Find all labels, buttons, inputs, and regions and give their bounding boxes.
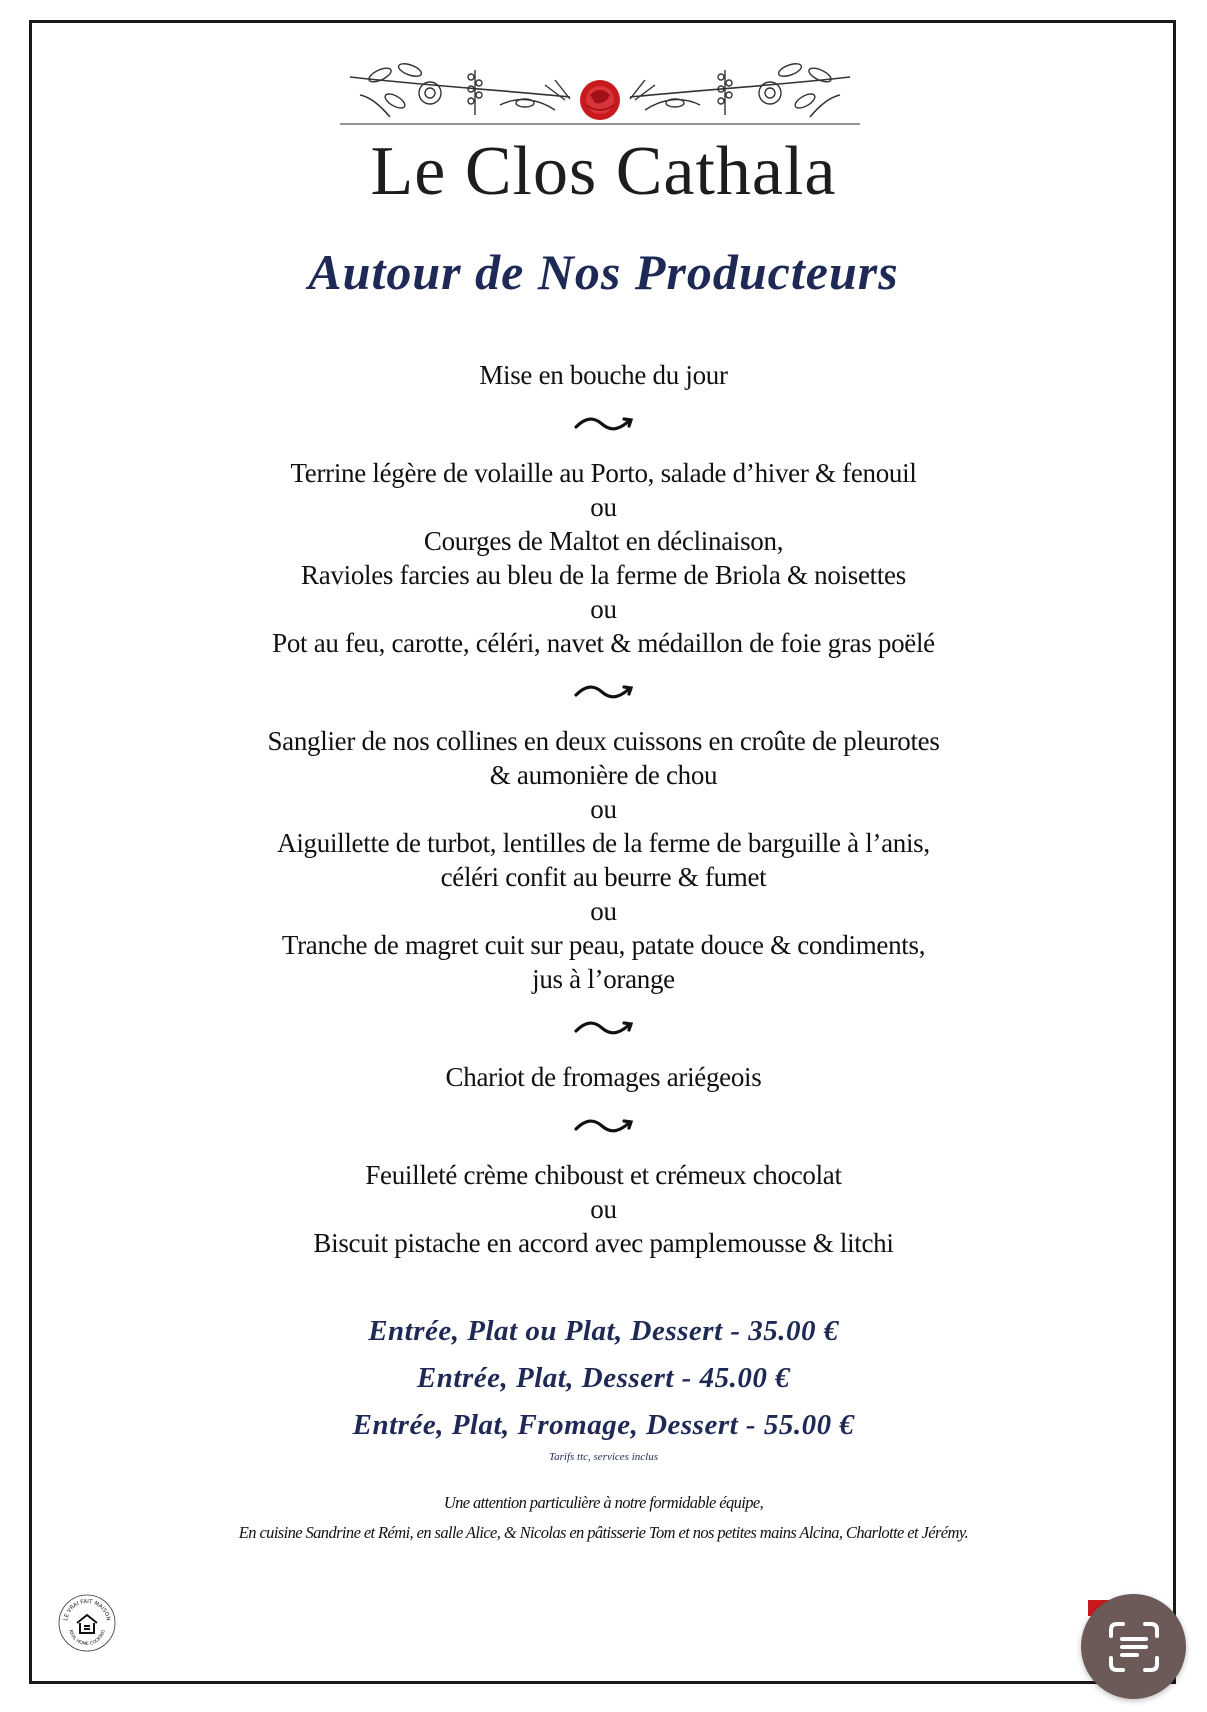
thanks-line: Une attention particulière à notre formidable équipe, <box>443 1493 764 1512</box>
course-mains <box>0 724 1207 996</box>
menu-line: jus à l’orange <box>532 964 675 994</box>
svg-text:LE VRAI FAIT MAISON: LE VRAI FAIT MAISON <box>63 1598 111 1622</box>
swirl-separator-icon <box>0 996 1207 1060</box>
menu-line: ou <box>590 594 617 624</box>
menu-line: ou <box>590 492 617 522</box>
menu-line: Terrine légère de volaille au Porto, salade d’hiver & fenouil <box>290 458 917 488</box>
menu-line: Tranche de magret cuit sur peau, patate douce & condiments, <box>281 930 926 960</box>
price-formula: Entrée, Plat, Dessert - 45.00 € <box>416 1362 791 1394</box>
home-cooking-badge-icon <box>57 1593 117 1653</box>
menu-line: Courges de Maltot en déclinaison, <box>423 526 784 556</box>
course-starters <box>0 456 1207 660</box>
restaurant-name: Le Clos Cathala <box>370 133 837 210</box>
menu-line: ou <box>590 1194 617 1224</box>
team-thanks <box>0 1488 1207 1548</box>
menu-line: céléri confit au beurre & fumet <box>440 862 767 892</box>
svg-text:REAL HOME COOKING: REAL HOME COOKING <box>67 1629 107 1648</box>
pricing-section <box>0 1308 1207 1463</box>
menu-line: ou <box>590 794 617 824</box>
menu-line: ou <box>590 896 617 926</box>
price-formula: Entrée, Plat, Fromage, Dessert - 55.00 € <box>352 1409 855 1441</box>
menu-line: Biscuit pistache en accord avec pamplemousse & litchi <box>313 1228 894 1258</box>
menu-line: Chariot de fromages ariégeois <box>445 1062 762 1092</box>
menu-line: Mise en bouche du jour <box>479 360 728 390</box>
tax-note: Tarifs ttc, services inclus <box>549 1451 658 1463</box>
menu-line: Pot au feu, carotte, céléri, navet & médaillon de foie gras poëlé <box>272 628 935 658</box>
swirl-separator-icon <box>0 1094 1207 1158</box>
menu-line: Feuilleté crème chiboust et crémeux chocolat <box>365 1160 842 1190</box>
swirl-separator-icon <box>0 660 1207 724</box>
course-cheese <box>0 1060 1207 1094</box>
menu-courses <box>0 358 1207 1260</box>
menu-line: Aiguillette de turbot, lentilles de la ferme de barguille à l’anis, <box>277 828 930 858</box>
menu-line: & aumonière de chou <box>489 760 718 790</box>
menu-title: Autour de Nos Producteurs <box>308 244 899 300</box>
live-text-scan-button[interactable] <box>1081 1594 1186 1699</box>
menu-line: Sanglier de nos collines en deux cuissons en croûte de pleurotes <box>267 726 940 756</box>
menu-line: Ravioles farcies au bleu de la ferme de Briola & noisettes <box>301 560 906 590</box>
live-text-scan-icon <box>1105 1618 1163 1676</box>
course-desserts <box>0 1158 1207 1260</box>
swirl-separator-icon <box>0 392 1207 456</box>
price-formula: Entrée, Plat ou Plat, Dessert - 35.00 € <box>368 1315 839 1347</box>
thanks-line: En cuisine Sandrine et Rémi, en salle Alice, & Nicolas en pâtisserie Tom et nos petites mains Alcina, Charlotte et Jérémy. <box>238 1523 969 1542</box>
course-amuse-bouche <box>0 358 1207 392</box>
floral-ornament-icon <box>340 55 860 140</box>
